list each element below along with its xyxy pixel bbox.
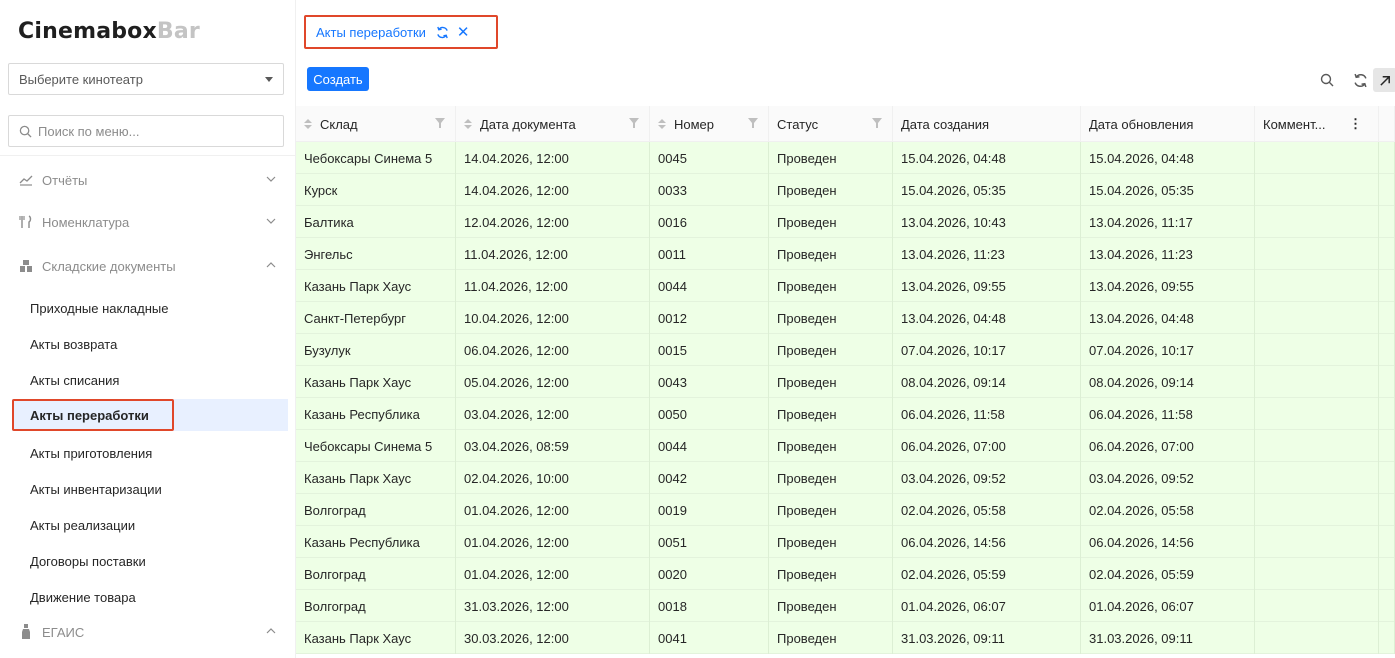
menu-search-placeholder: Поиск по меню...	[38, 123, 140, 139]
search-icon[interactable]	[1316, 69, 1338, 91]
tab-label: Акты переработки	[316, 24, 426, 40]
cell-doc-date: 01.04.2026, 12:00	[456, 494, 650, 526]
cell-updated: 13.04.2026, 04:48	[1081, 302, 1255, 334]
cell-number: 0044	[650, 270, 769, 302]
table-row[interactable]	[296, 206, 1395, 238]
logo-text: Cinemabox	[18, 19, 157, 44]
cell-warehouse: Казань Парк Хаус	[296, 270, 456, 302]
cell-comment	[1255, 494, 1379, 526]
sidebar-item-goods-movement[interactable]	[12, 581, 288, 613]
cell-comment	[1255, 366, 1379, 398]
sidebar-item-incoming-invoices[interactable]	[12, 292, 288, 324]
cell-status: Проведен	[769, 430, 893, 462]
cell-number: 0050	[650, 398, 769, 430]
cell-comment	[1255, 462, 1379, 494]
table-row[interactable]	[296, 622, 1395, 654]
cell-status: Проведен	[769, 270, 893, 302]
sidebar-item-label: Приходные накладные	[30, 300, 169, 316]
cell-status: Проведен	[769, 142, 893, 174]
cell-comment	[1255, 590, 1379, 622]
table-row[interactable]	[296, 558, 1395, 590]
cell-created: 13.04.2026, 11:23	[893, 238, 1081, 270]
row-gutter	[1379, 526, 1395, 558]
sort-icon[interactable]	[658, 119, 666, 129]
refresh-icon[interactable]	[1349, 69, 1371, 91]
sort-icon[interactable]	[464, 119, 472, 129]
cell-updated: 13.04.2026, 11:23	[1081, 238, 1255, 270]
sidebar-group-egais[interactable]	[0, 614, 296, 650]
bottle-icon	[18, 624, 34, 640]
chevron-down-icon	[266, 218, 276, 224]
sidebar-item-label: Акты списания	[30, 372, 120, 388]
cell-status: Проведен	[769, 590, 893, 622]
column-title: Коммент...	[1263, 116, 1326, 132]
cell-warehouse: Чебоксары Синема 5	[296, 142, 456, 174]
cell-status: Проведен	[769, 366, 893, 398]
sidebar-group-label: Отчёты	[42, 172, 88, 188]
sidebar-item-label: Акты инвентаризации	[30, 481, 162, 497]
cell-warehouse: Курск	[296, 174, 456, 206]
cell-updated: 08.04.2026, 09:14	[1081, 366, 1255, 398]
cell-warehouse: Балтика	[296, 206, 456, 238]
table-row[interactable]	[296, 462, 1395, 494]
cell-comment	[1255, 206, 1379, 238]
cell-comment	[1255, 622, 1379, 654]
row-gutter	[1379, 366, 1395, 398]
column-header-doc-date[interactable]	[456, 106, 650, 142]
cell-created: 03.04.2026, 09:52	[893, 462, 1081, 494]
table-row[interactable]	[296, 302, 1395, 334]
cell-status: Проведен	[769, 302, 893, 334]
filter-icon[interactable]	[435, 118, 445, 128]
cell-warehouse: Волгоград	[296, 590, 456, 622]
menu-search-input[interactable]	[8, 115, 284, 147]
sidebar-item-supply-contracts[interactable]	[12, 545, 288, 577]
cell-comment	[1255, 558, 1379, 590]
cell-created: 13.04.2026, 04:48	[893, 302, 1081, 334]
row-gutter	[1379, 590, 1395, 622]
cell-updated: 06.04.2026, 11:58	[1081, 398, 1255, 430]
cell-created: 15.04.2026, 05:35	[893, 174, 1081, 206]
table-row[interactable]	[296, 526, 1395, 558]
cell-warehouse: Казань Парк Хаус	[296, 622, 456, 654]
cell-number: 0041	[650, 622, 769, 654]
table-row[interactable]	[296, 590, 1395, 622]
sidebar-item-label: Акты возврата	[30, 336, 118, 352]
cell-status: Проведен	[769, 622, 893, 654]
cell-doc-date: 05.04.2026, 12:00	[456, 366, 650, 398]
app-logo[interactable]	[18, 19, 200, 44]
cell-warehouse: Энгельс	[296, 238, 456, 270]
cell-number: 0018	[650, 590, 769, 622]
row-gutter	[1379, 622, 1395, 654]
cell-doc-date: 30.03.2026, 12:00	[456, 622, 650, 654]
sidebar-group-warehouse-docs[interactable]	[0, 248, 296, 284]
cell-warehouse: Казань Республика	[296, 398, 456, 430]
sidebar	[0, 0, 296, 658]
table-row[interactable]	[296, 494, 1395, 526]
cutlery-icon	[18, 215, 34, 229]
cell-updated: 06.04.2026, 14:56	[1081, 526, 1255, 558]
cell-number: 0020	[650, 558, 769, 590]
cell-warehouse: Волгоград	[296, 494, 456, 526]
cell-number: 0043	[650, 366, 769, 398]
filter-icon[interactable]	[629, 118, 639, 128]
sidebar-item-sales-acts[interactable]	[12, 509, 288, 541]
divider	[0, 155, 296, 156]
cell-updated: 13.04.2026, 11:17	[1081, 206, 1255, 238]
cell-updated: 01.04.2026, 06:07	[1081, 590, 1255, 622]
cell-doc-date: 06.04.2026, 12:00	[456, 334, 650, 366]
sidebar-item-label: Акты реализации	[30, 517, 136, 533]
toolbar	[296, 60, 1395, 96]
sidebar-item-writeoff-acts[interactable]	[12, 364, 288, 396]
row-gutter	[1379, 174, 1395, 206]
sidebar-group-reports[interactable]	[0, 162, 296, 198]
cell-created: 02.04.2026, 05:59	[893, 558, 1081, 590]
caret-down-icon	[265, 77, 273, 82]
cell-created: 01.04.2026, 06:07	[893, 590, 1081, 622]
table-row[interactable]	[296, 430, 1395, 462]
row-gutter	[1379, 398, 1395, 430]
chevron-up-icon	[266, 262, 276, 268]
cell-updated: 02.04.2026, 05:58	[1081, 494, 1255, 526]
cell-updated: 31.03.2026, 09:11	[1081, 622, 1255, 654]
sidebar-item-label: Договоры поставки	[30, 553, 146, 569]
filter-icon[interactable]	[748, 118, 758, 128]
cell-comment	[1255, 142, 1379, 174]
sidebar-group-label: Складские документы	[42, 258, 176, 274]
documents-table	[296, 106, 1395, 654]
refresh-icon[interactable]	[436, 26, 449, 39]
cell-warehouse: Волгоград	[296, 558, 456, 590]
row-gutter	[1379, 206, 1395, 238]
sidebar-item-cooking-acts[interactable]	[12, 437, 288, 469]
cell-updated: 15.04.2026, 04:48	[1081, 142, 1255, 174]
cell-created: 15.04.2026, 04:48	[893, 142, 1081, 174]
table-body	[296, 142, 1395, 654]
column-title: Дата создания	[901, 116, 990, 132]
cell-warehouse: Казань Парк Хаус	[296, 462, 456, 494]
cell-number: 0015	[650, 334, 769, 366]
cell-doc-date: 11.04.2026, 12:00	[456, 270, 650, 302]
table-row[interactable]	[296, 238, 1395, 270]
cell-created: 02.04.2026, 05:58	[893, 494, 1081, 526]
logo-accent-text: Bar	[156, 19, 200, 44]
row-gutter	[1379, 270, 1395, 302]
tab-bar	[296, 0, 1395, 56]
column-title: Дата обновления	[1089, 116, 1194, 132]
row-gutter	[1379, 142, 1395, 174]
table-row[interactable]	[296, 398, 1395, 430]
cell-updated: 03.04.2026, 09:52	[1081, 462, 1255, 494]
column-header-status[interactable]	[769, 106, 893, 142]
cell-doc-date: 14.04.2026, 12:00	[456, 174, 650, 206]
table-row[interactable]	[296, 270, 1395, 302]
cell-warehouse: Казань Республика	[296, 526, 456, 558]
cell-status: Проведен	[769, 238, 893, 270]
cell-created: 31.03.2026, 09:11	[893, 622, 1081, 654]
cell-comment	[1255, 398, 1379, 430]
sidebar-item-processing-acts[interactable]	[12, 399, 288, 431]
column-title: Склад	[320, 116, 358, 132]
cell-number: 0019	[650, 494, 769, 526]
cell-comment	[1255, 238, 1379, 270]
cell-number: 0042	[650, 462, 769, 494]
cell-updated: 15.04.2026, 05:35	[1081, 174, 1255, 206]
row-gutter	[1379, 238, 1395, 270]
search-icon	[19, 125, 32, 138]
cell-created: 06.04.2026, 07:00	[893, 430, 1081, 462]
cell-doc-date: 03.04.2026, 08:59	[456, 430, 650, 462]
more-vertical-icon[interactable]: ⋮	[1349, 116, 1362, 131]
cell-doc-date: 14.04.2026, 12:00	[456, 142, 650, 174]
cell-updated: 02.04.2026, 05:59	[1081, 558, 1255, 590]
row-gutter	[1379, 558, 1395, 590]
cell-status: Проведен	[769, 526, 893, 558]
sidebar-item-label: Акты приготовления	[30, 445, 153, 461]
cell-updated: 06.04.2026, 07:00	[1081, 430, 1255, 462]
table-row[interactable]	[296, 174, 1395, 206]
cell-status: Проведен	[769, 462, 893, 494]
highlight-frame	[12, 399, 174, 431]
row-gutter	[1379, 494, 1395, 526]
cell-comment	[1255, 302, 1379, 334]
sort-icon[interactable]	[304, 119, 312, 129]
chevron-up-icon	[266, 628, 276, 634]
cell-created: 06.04.2026, 14:56	[893, 526, 1081, 558]
cell-doc-date: 01.04.2026, 12:00	[456, 558, 650, 590]
cell-number: 0033	[650, 174, 769, 206]
boxes-icon	[18, 259, 34, 273]
compact-view-icon[interactable]	[1373, 68, 1395, 92]
cell-status: Проведен	[769, 398, 893, 430]
sidebar-item-label: Движение товара	[30, 589, 136, 605]
sidebar-item-label: Акты переработки	[30, 407, 149, 423]
cell-doc-date: 10.04.2026, 12:00	[456, 302, 650, 334]
column-header-created[interactable]	[893, 106, 1081, 142]
cell-created: 13.04.2026, 09:55	[893, 270, 1081, 302]
cell-comment	[1255, 334, 1379, 366]
cell-status: Проведен	[769, 558, 893, 590]
header-scroll-gutter	[1379, 106, 1395, 142]
table-row[interactable]	[296, 366, 1395, 398]
column-header-warehouse[interactable]	[296, 106, 456, 142]
cell-status: Проведен	[769, 494, 893, 526]
column-header-updated[interactable]	[1081, 106, 1255, 142]
cell-number: 0016	[650, 206, 769, 238]
row-gutter	[1379, 302, 1395, 334]
column-title: Статус	[777, 116, 819, 132]
cinema-select[interactable]	[8, 63, 284, 95]
chart-icon	[18, 174, 34, 186]
cell-warehouse: Санкт-Петербург	[296, 302, 456, 334]
cell-number: 0044	[650, 430, 769, 462]
cell-warehouse: Казань Парк Хаус	[296, 366, 456, 398]
table-header	[296, 106, 1395, 142]
cell-doc-date: 11.04.2026, 12:00	[456, 238, 650, 270]
cell-status: Проведен	[769, 206, 893, 238]
cell-number: 0051	[650, 526, 769, 558]
cell-created: 07.04.2026, 10:17	[893, 334, 1081, 366]
cell-number: 0045	[650, 142, 769, 174]
column-header-comment[interactable]	[1255, 106, 1379, 142]
row-gutter	[1379, 334, 1395, 366]
close-icon[interactable]: ✕	[456, 23, 470, 41]
cell-comment	[1255, 174, 1379, 206]
column-title: Номер	[674, 116, 715, 132]
cinema-select-value: Выберите кинотеатр	[19, 71, 143, 87]
cell-number: 0011	[650, 238, 769, 270]
cell-created: 08.04.2026, 09:14	[893, 366, 1081, 398]
cell-updated: 13.04.2026, 09:55	[1081, 270, 1255, 302]
cell-doc-date: 31.03.2026, 12:00	[456, 590, 650, 622]
sidebar-item-inventory-acts[interactable]	[12, 473, 288, 505]
cell-doc-date: 12.04.2026, 12:00	[456, 206, 650, 238]
column-title: Дата документа	[480, 116, 576, 132]
cell-status: Проведен	[769, 334, 893, 366]
chevron-down-icon	[266, 176, 276, 182]
cell-doc-date: 01.04.2026, 12:00	[456, 526, 650, 558]
cell-comment	[1255, 270, 1379, 302]
cell-comment	[1255, 526, 1379, 558]
cell-doc-date: 02.04.2026, 10:00	[456, 462, 650, 494]
cell-created: 13.04.2026, 10:43	[893, 206, 1081, 238]
cell-status: Проведен	[769, 174, 893, 206]
sidebar-group-nomenclature[interactable]	[0, 204, 296, 240]
create-button[interactable]: Создать	[307, 67, 369, 91]
filter-icon[interactable]	[872, 118, 882, 128]
table-row[interactable]	[296, 142, 1395, 174]
sidebar-group-label: Номенклатура	[42, 214, 130, 230]
cell-doc-date: 03.04.2026, 12:00	[456, 398, 650, 430]
cell-updated: 07.04.2026, 10:17	[1081, 334, 1255, 366]
cell-warehouse: Чебоксары Синема 5	[296, 430, 456, 462]
cell-created: 06.04.2026, 11:58	[893, 398, 1081, 430]
column-header-number[interactable]	[650, 106, 769, 142]
cell-comment	[1255, 430, 1379, 462]
row-gutter	[1379, 462, 1395, 494]
cell-number: 0012	[650, 302, 769, 334]
cell-warehouse: Бузулук	[296, 334, 456, 366]
sidebar-item-return-acts[interactable]	[12, 328, 288, 360]
row-gutter	[1379, 430, 1395, 462]
sidebar-group-label: ЕГАИС	[42, 624, 85, 640]
table-row[interactable]	[296, 334, 1395, 366]
tab-processing-acts[interactable]	[304, 15, 498, 49]
